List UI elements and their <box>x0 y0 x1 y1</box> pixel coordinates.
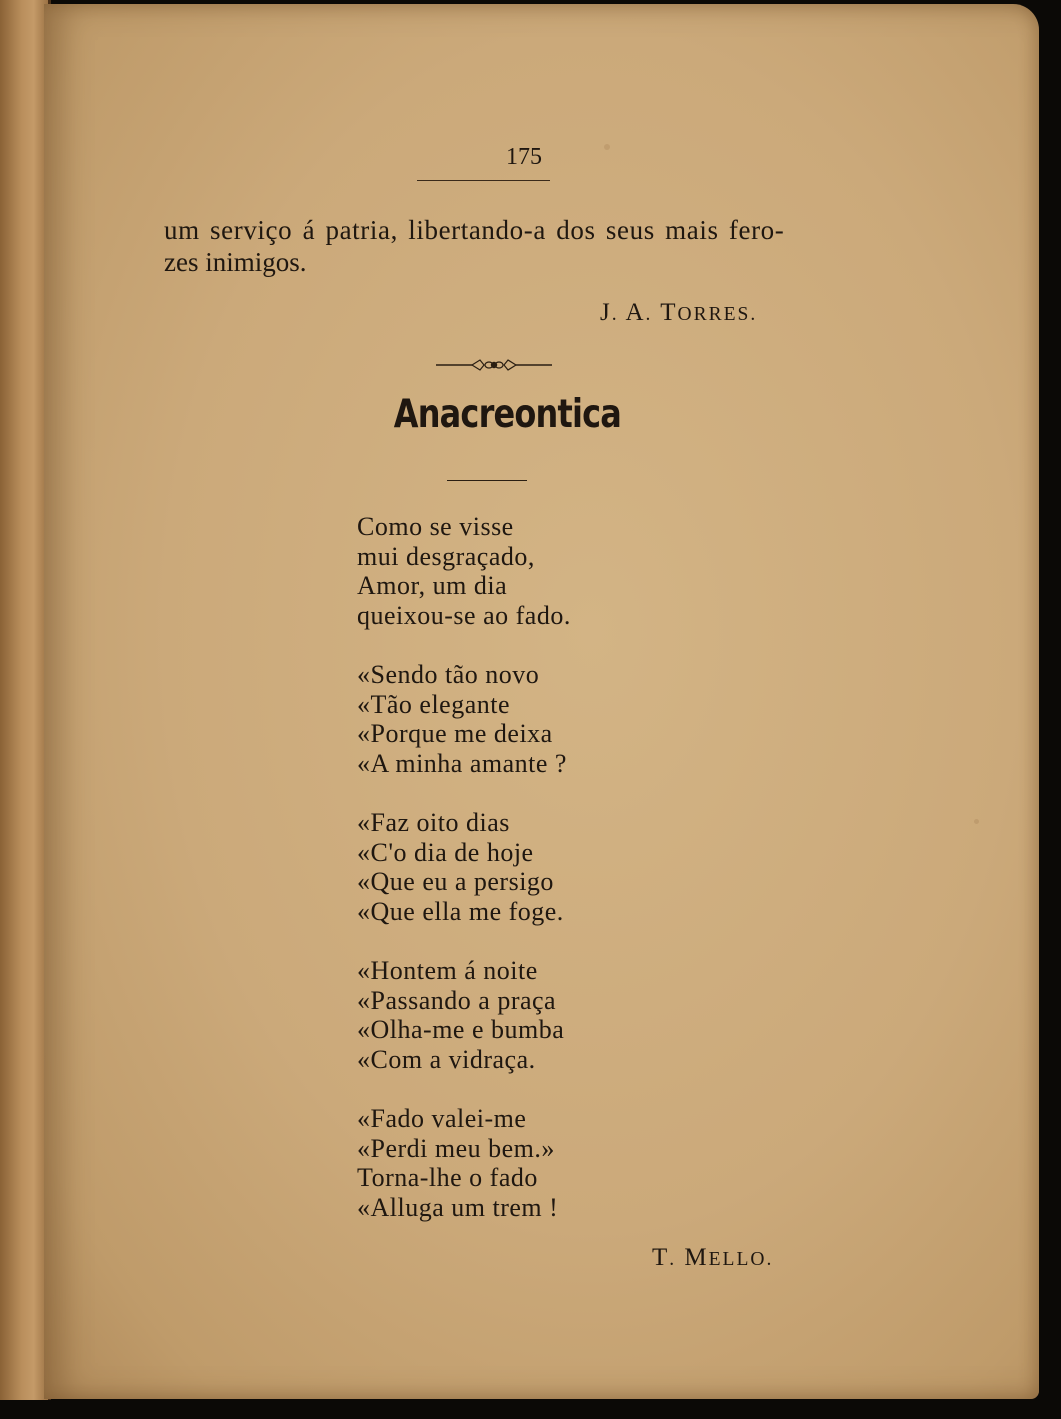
poem <box>357 512 571 1252</box>
verse: «Perdi meu bem.» <box>357 1133 555 1163</box>
verse: Torna-lhe o fado <box>357 1163 538 1192</box>
verse: queixou-se ao fado. <box>357 600 571 630</box>
verse: «A minha amante ? <box>357 748 567 778</box>
prose-line: um serviço á patria, libertando-a dos seus mais fero- <box>164 215 785 245</box>
verse: «Alluga um trem ! <box>357 1192 559 1222</box>
page-number-rule <box>417 180 550 181</box>
prose-line: zes inimigos. <box>164 247 307 277</box>
prose-signature <box>600 299 757 327</box>
signature-text: T. MELLO. <box>652 1244 774 1271</box>
verse: «Que ella me foge. <box>357 896 564 926</box>
verse: «Passando a praça <box>357 985 557 1015</box>
verse: Como se visse <box>357 512 514 541</box>
verse: «Fado valei-me <box>357 1104 527 1133</box>
title-rule <box>447 480 527 481</box>
verse: mui desgraçado, <box>357 541 535 571</box>
verse: «Porque me deixa <box>357 719 553 748</box>
verse: «Que eu a persigo <box>357 867 554 896</box>
verse: «Tão elegante <box>357 689 511 719</box>
signature-text: J. A. TORRES. <box>600 299 758 326</box>
verse: «Hontem á noite <box>357 956 538 985</box>
verse: «Faz oito dias <box>357 808 510 837</box>
verse: Amor, um dia <box>357 571 508 600</box>
verse: «Olha-me e bumba <box>357 1015 565 1044</box>
stanza <box>357 956 571 1074</box>
book-page <box>44 4 1039 1399</box>
prose-paragraph <box>164 214 824 278</box>
verse: «C'o dia de hoje <box>357 837 534 867</box>
stanza <box>357 1104 571 1222</box>
stanza <box>357 808 571 926</box>
decorative-divider-icon <box>434 355 554 375</box>
stanza <box>357 512 571 630</box>
foxing-spot <box>974 819 979 824</box>
stanza <box>357 660 571 778</box>
poem-signature <box>652 1244 773 1272</box>
poem-title: Anacreontica <box>393 392 622 437</box>
verse: «Sendo tão novo <box>357 660 540 689</box>
foxing-spot <box>604 144 610 150</box>
verse: «Com a vidraça. <box>357 1044 536 1074</box>
page-number: 175 <box>506 144 542 170</box>
